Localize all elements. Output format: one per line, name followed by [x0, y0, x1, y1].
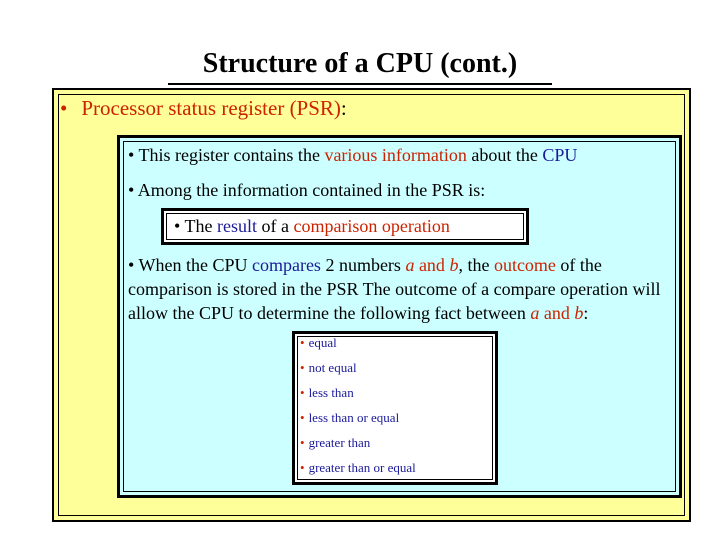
list-item	[300, 385, 354, 401]
panel-line-2: • Among the information contained in the PSR is:	[128, 180, 486, 200]
list-bullet: •	[300, 385, 305, 400]
list-bullet: •	[300, 435, 305, 450]
para-var-a: a	[405, 255, 415, 275]
result-part-c: of a	[256, 216, 294, 236]
main-bullet-dot: •	[60, 96, 68, 120]
para-colon: :	[583, 303, 589, 323]
list-bullet: •	[300, 360, 305, 375]
line1-part-a: • This register contains the	[128, 145, 325, 165]
list-item-label: greater than or equal	[308, 460, 416, 475]
result-line	[174, 216, 450, 237]
title-underline	[168, 83, 552, 85]
para-var-b-2: b	[574, 303, 584, 323]
line1-various-information: various information	[324, 145, 467, 165]
result-part-a: • The	[174, 216, 217, 236]
para-part-1: • When the CPU	[128, 255, 252, 275]
main-bullet	[60, 96, 347, 121]
para-var-a-2: a	[530, 303, 540, 323]
main-bullet-text: Processor status register (PSR)	[81, 96, 341, 120]
list-item	[300, 335, 337, 351]
slide-title: Structure of a CPU (cont.)	[202, 48, 518, 79]
list-bullet: •	[300, 335, 305, 350]
result-comparison-operation: comparison operation	[293, 216, 450, 236]
para-and-1: and	[414, 255, 450, 275]
list-item-label: not equal	[308, 360, 357, 375]
list-bullet: •	[300, 410, 305, 425]
list-item	[300, 460, 416, 476]
list-item	[300, 435, 370, 451]
main-bullet-colon: :	[340, 96, 347, 120]
para-var-b: b	[449, 255, 459, 275]
list-item-label: equal	[308, 335, 337, 350]
line1-part-c: about the	[466, 145, 543, 165]
para-and-2: and	[539, 303, 575, 323]
para-compares: compares	[251, 255, 321, 275]
line1-cpu: CPU	[542, 145, 578, 165]
compare-paragraph	[128, 253, 673, 325]
list-item-label: greater than	[308, 435, 371, 450]
result-word: result	[216, 216, 257, 236]
list-item-label: less than	[308, 385, 354, 400]
list-box-inner-border	[297, 336, 493, 480]
para-part-9: of the comparison is stored in the PSR The outcome of a compare operation will allow the CPU to determine the following fact between	[128, 255, 661, 323]
panel-line-1	[128, 145, 577, 166]
list-bullet: •	[300, 460, 305, 475]
para-part-3: 2 numbers	[320, 255, 406, 275]
para-outcome: outcome	[493, 255, 556, 275]
para-part-7: , the	[458, 255, 494, 275]
list-item-label: less than or equal	[308, 410, 400, 425]
list-item	[300, 410, 399, 426]
list-item	[300, 360, 357, 376]
